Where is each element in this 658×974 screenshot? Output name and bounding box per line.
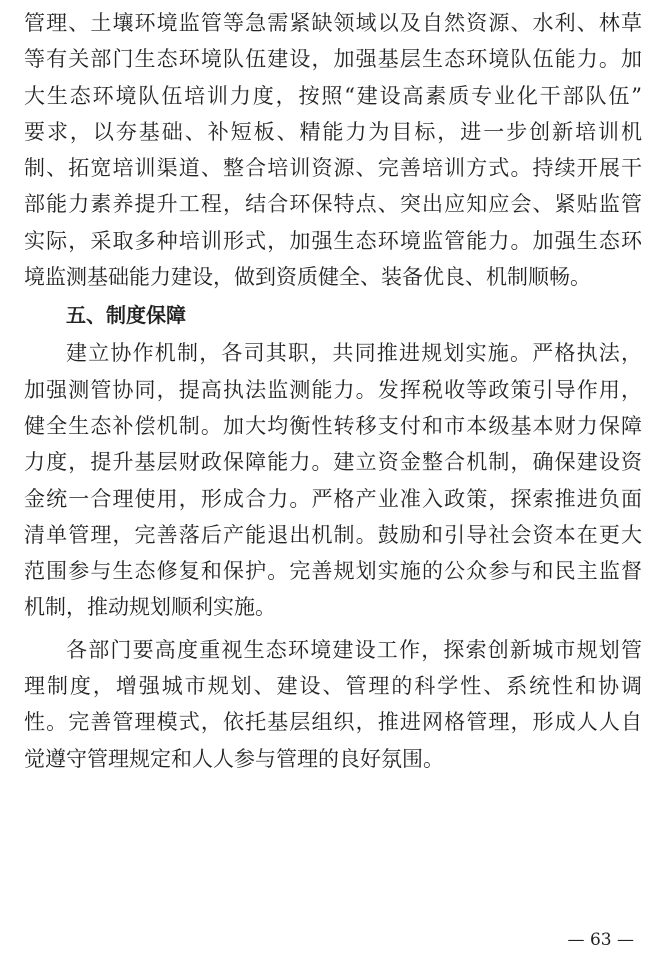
text-line: 健全生态补偿机制。加大均衡性转移支付和市本级基本财力保障	[24, 413, 642, 438]
text-line: 范围参与生态修复和保护。完善规划实施的公众参与和民主监督	[24, 559, 642, 584]
text-line: 要求，以夯基础、补短板、精能力为目标，进一步创新培训机	[24, 119, 642, 144]
text-line: 大生态环境队伍培训力度，按照“建设高素质专业化干部队伍”	[24, 83, 642, 108]
text-line: 觉遵守管理规定和人人参与管理的良好氛围。	[24, 746, 444, 771]
text-line: 性。完善管理模式，依托基层组织，推进网格管理，形成人人自	[24, 710, 642, 735]
text-line: 机制，推动规划顺利实施。	[24, 595, 276, 620]
text-line: 理制度，增强城市规划、建设、管理的科学性、系统性和协调	[24, 674, 642, 699]
paragraph-coordination-mechanism	[24, 335, 642, 625]
text-line: 境监测基础能力建设，做到资质健全、装备优良、机制顺畅。	[24, 265, 591, 290]
paragraph-team-training	[24, 5, 642, 295]
text-line: 管理、土壤环境监管等急需紧缺领域以及自然资源、水利、林草	[24, 11, 642, 35]
text-line: 建立协作机制，各司其职，共同推进规划实施。严格执法，	[66, 341, 642, 366]
text-line: 加强测管协同，提高执法监测能力。发挥税收等政策引导作用，	[24, 377, 642, 402]
text-line: 力度，提升基层财政保障能力。建立资金整合机制，确保建设资	[24, 450, 642, 475]
text-line: 各部门要高度重视生态环境建设工作，探索创新城市规划管	[66, 637, 642, 662]
paragraph-department-responsibility	[24, 632, 642, 777]
text-line: 清单管理，完善落后产能退出机制。鼓励和引导社会资本在更大	[24, 522, 642, 547]
text-line: 制、拓宽培训渠道、整合培训资源、完善培训方式。持续开展干	[24, 156, 642, 181]
text-line: 实际，采取多种培训形式，加强生态环境监管能力。加强生态环	[24, 228, 642, 253]
page-number: — 63 —	[567, 930, 634, 950]
text-line: 金统一合理使用，形成合力。严格产业准入政策，探索推进负面	[24, 486, 642, 511]
section-heading: 五、制度保障	[66, 303, 186, 328]
text-line: 部能力素养提升工程，结合环保特点、突出应知应会、紧贴监管	[24, 192, 642, 217]
document-page	[24, 0, 642, 777]
text-line: 等有关部门生态环境队伍建设，加强基层生态环境队伍能力。加	[24, 47, 642, 72]
